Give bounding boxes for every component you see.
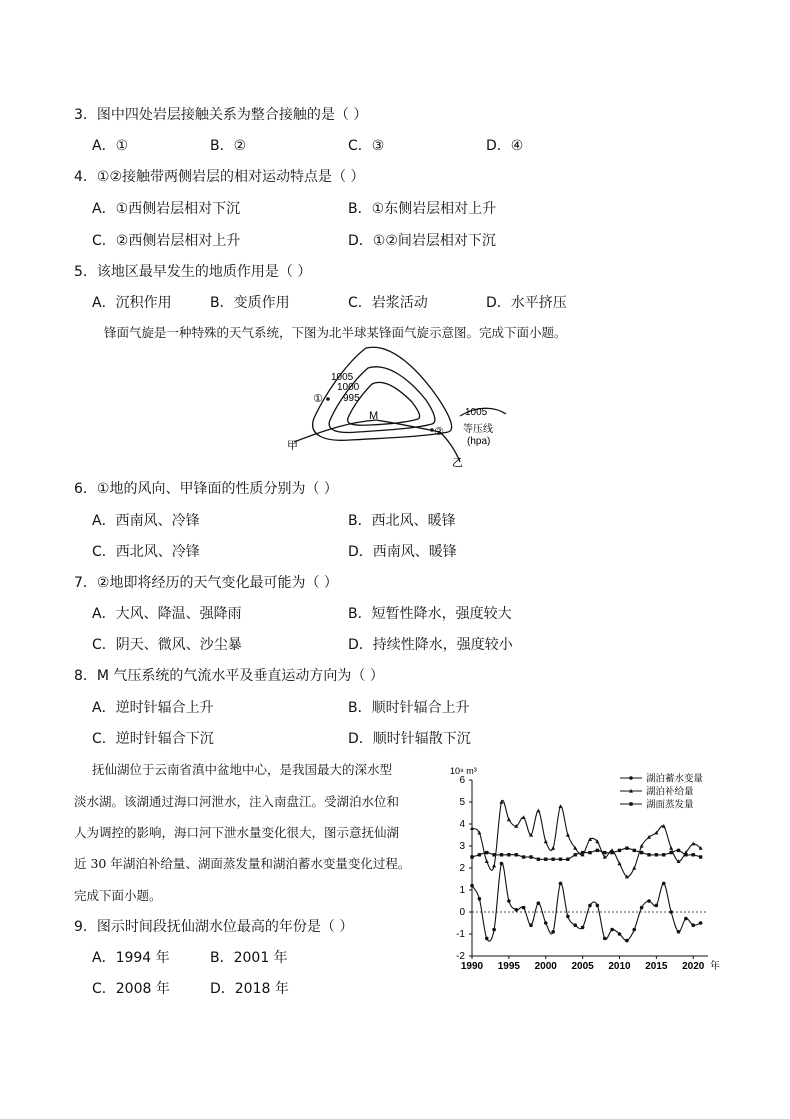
- data-point: [632, 928, 636, 932]
- data-point: [692, 853, 695, 856]
- passage-line-1: 抚仙湖位于云南省滇中盆地中心，是我国最大的深水型: [92, 762, 393, 777]
- q9-option-b[interactable]: B．2001 年: [210, 950, 288, 966]
- data-point: [485, 937, 489, 941]
- y-tick-label: 4: [459, 819, 465, 830]
- data-point: [677, 849, 680, 852]
- data-point: [544, 839, 548, 843]
- data-point: [492, 864, 496, 868]
- q9-option-d[interactable]: D．2018 年: [210, 981, 289, 997]
- data-point: [559, 858, 562, 861]
- q8-option-b[interactable]: B．顺时针辐合上升: [348, 700, 470, 716]
- data-point: [640, 906, 644, 910]
- x-tick-label: 2010: [608, 961, 631, 972]
- q4-option-b[interactable]: B．①东侧岩层相对上升: [348, 201, 497, 217]
- data-point: [544, 921, 548, 925]
- data-point: [588, 904, 592, 908]
- data-point: [618, 849, 621, 852]
- q3-option-d[interactable]: D．④: [486, 138, 524, 154]
- data-point: [573, 923, 577, 927]
- data-point: [470, 855, 473, 858]
- front-yi-label: 乙: [452, 457, 463, 468]
- data-point: [596, 849, 599, 852]
- y-tick-label: 6: [459, 775, 465, 786]
- data-point: [485, 859, 489, 863]
- data-point: [551, 846, 555, 850]
- y-axis-label: 10⁸ m³: [450, 766, 477, 776]
- data-point: [559, 882, 563, 886]
- passage-line-5: 完成下面小题。: [74, 888, 162, 903]
- data-point: [529, 855, 532, 858]
- q8-option-c[interactable]: C．逆时针辐合下沉: [92, 731, 214, 747]
- data-point: [640, 851, 643, 854]
- data-point: [647, 853, 650, 856]
- data-point: [588, 851, 591, 854]
- q6-option-a[interactable]: A．西南风、冷锋: [92, 513, 200, 529]
- y-tick-label: 1: [459, 885, 465, 896]
- data-point: [566, 858, 569, 861]
- data-point: [544, 858, 547, 861]
- x-tick-label: 1990: [460, 961, 484, 972]
- legend-isobar-text: 等压线: [463, 424, 493, 435]
- legend-unit-text: (hpa): [467, 436, 491, 447]
- data-point: [633, 849, 636, 852]
- x-tick-label: 2020: [682, 961, 705, 972]
- passage-line-4: 近 30 年湖泊补给量、湖面蒸发量和湖泊蓄水变量变化过程。: [74, 856, 411, 871]
- data-point: [655, 904, 659, 908]
- data-point: [492, 928, 496, 932]
- q3-option-b[interactable]: B．②: [210, 138, 247, 154]
- data-point: [500, 853, 503, 856]
- q7-option-c[interactable]: C．阴天、微风、沙尘暴: [92, 637, 242, 653]
- data-point: [566, 833, 570, 837]
- data-point: [603, 851, 606, 854]
- data-point: [478, 897, 482, 901]
- data-point: [478, 853, 481, 856]
- front-jia-label: 甲: [287, 440, 298, 452]
- q4-option-d[interactable]: D．①②间岩层相对下沉: [348, 233, 496, 249]
- q5-option-d[interactable]: D．水平挤压: [486, 295, 567, 311]
- data-point: [537, 858, 540, 861]
- data-point: [514, 908, 518, 912]
- data-point: [603, 937, 607, 941]
- data-point: [566, 915, 570, 919]
- q5-option-a[interactable]: A．沉积作用: [92, 295, 172, 311]
- data-point: [507, 899, 511, 903]
- isobar-995-label: 995: [343, 393, 360, 404]
- data-point: [559, 804, 563, 808]
- data-point: [647, 899, 651, 903]
- legend-isobar-value: 1005: [465, 407, 488, 418]
- q7-option-d[interactable]: D．持续性降水，强度较小: [348, 637, 513, 653]
- legend-label-1: 湖泊补给量: [646, 786, 694, 798]
- q9-stem: 9．图示时间段抚仙湖水位最高的年份是（ ）: [74, 919, 354, 935]
- legend-marker: [629, 802, 632, 805]
- series-line-2: [472, 848, 701, 859]
- data-point: [522, 906, 526, 910]
- data-point: [625, 939, 629, 943]
- q4-option-a[interactable]: A．①西侧岩层相对下沉: [92, 201, 241, 217]
- data-point: [507, 817, 511, 821]
- data-point: [610, 928, 614, 932]
- data-point: [669, 910, 673, 914]
- q3-stem: 3．图中四处岩层接触关系为整合接触的是（ ）: [74, 107, 368, 123]
- legend-marker: [629, 776, 633, 780]
- q3-option-a[interactable]: A．①: [92, 138, 129, 154]
- q3-option-c[interactable]: C．③: [348, 138, 385, 154]
- series-line-1: [472, 800, 701, 877]
- passage-line-3: 人为调控的影响，海口河下泄水量变化很大，图示意抚仙湖: [74, 825, 400, 840]
- y-tick-label: -1: [456, 929, 465, 940]
- data-point: [522, 855, 525, 858]
- x-tick-label: 2015: [645, 961, 668, 972]
- q8-stem: 8．M 气压系统的气流水平及垂直运动方向为（ ）: [74, 668, 384, 684]
- passage-cyclone: 锋面气旋是一种特殊的天气系统，下图为北半球某锋面气旋示意图。完成下面小题。: [104, 325, 567, 340]
- y-tick-label: 2: [459, 863, 465, 874]
- data-point: [507, 853, 510, 856]
- q7-stem: 7．②地即将经历的天气变化最可能为（ ）: [74, 575, 338, 591]
- isobar-1005-label: 1005: [331, 372, 354, 383]
- data-point: [684, 917, 688, 921]
- q5-option-c[interactable]: C．岩浆活动: [348, 295, 428, 311]
- data-point: [625, 847, 628, 850]
- q7-option-a[interactable]: A．大风、降温、强降雨: [92, 606, 242, 622]
- series-line-0: [472, 863, 701, 941]
- data-point: [470, 884, 474, 888]
- isobar-1000-label: 1000: [337, 382, 360, 393]
- data-point: [551, 858, 554, 861]
- q4-stem: 4．①②接触带两侧岩层的相对运动特点是（ ）: [74, 169, 365, 185]
- data-point: [691, 923, 695, 927]
- y-tick-label: -2: [456, 951, 465, 962]
- q6-stem: 6．①地的风向、甲锋面的性质分别为（ ）: [74, 481, 338, 497]
- data-point: [610, 851, 613, 854]
- x-axis-label: 年: [710, 961, 720, 972]
- data-point: [581, 851, 584, 854]
- data-point: [662, 882, 666, 886]
- y-tick-label: 3: [459, 841, 465, 852]
- lake-water-chart: [440, 760, 730, 980]
- q7-option-b[interactable]: B．短暂性降水，强度较大: [348, 606, 512, 622]
- q6-option-c[interactable]: C．西北风、冷锋: [92, 544, 200, 560]
- data-point: [574, 853, 577, 856]
- data-point: [684, 853, 687, 856]
- data-point: [662, 853, 665, 856]
- data-point: [632, 866, 636, 870]
- q8-option-a[interactable]: A．逆时针辐合上升: [92, 700, 214, 716]
- cyclone-diagram: [280, 340, 520, 468]
- data-point: [485, 851, 488, 854]
- data-point: [515, 853, 518, 856]
- x-tick-label: 2000: [534, 961, 557, 972]
- low-center-label: M: [369, 410, 379, 422]
- y-tick-label: 0: [459, 907, 465, 918]
- q6-option-d[interactable]: D．西南风、暖锋: [348, 544, 457, 560]
- y-tick-label: 5: [459, 797, 465, 808]
- data-point: [529, 923, 533, 927]
- legend-label-2: 湖面蒸发量: [646, 799, 694, 811]
- data-point: [551, 930, 555, 934]
- q6-option-b[interactable]: B．西北风、暖锋: [348, 513, 456, 529]
- data-point: [699, 921, 703, 925]
- data-point: [618, 932, 622, 936]
- data-point: [537, 901, 541, 905]
- data-point: [581, 926, 585, 930]
- q8-option-d[interactable]: D．顺时针辐散下沉: [348, 731, 471, 747]
- passage-line-2: 淡水湖。该湖通过海口河泄水，注入南盘江。受湖泊水位和: [74, 794, 400, 809]
- data-point: [677, 930, 681, 934]
- data-point: [492, 853, 495, 856]
- q5-stem: 5．该地区最早发生的地质作用是（ ）: [74, 264, 312, 280]
- data-point: [655, 853, 658, 856]
- data-point: [669, 851, 672, 854]
- q9-option-c[interactable]: C．2008 年: [92, 981, 170, 997]
- legend-label-0: 湖泊蓄水变量: [646, 773, 704, 785]
- point-2-label: ②: [434, 426, 444, 438]
- data-point: [500, 862, 504, 866]
- x-tick-label: 2005: [571, 961, 594, 972]
- point-1-label: ①: [313, 393, 323, 405]
- q5-option-b[interactable]: B．变质作用: [210, 295, 290, 311]
- x-tick-label: 1995: [497, 961, 520, 972]
- data-point: [699, 855, 702, 858]
- data-point: [596, 904, 600, 908]
- data-point: [669, 846, 673, 850]
- q9-option-a[interactable]: A．1994 年: [92, 950, 170, 966]
- data-point: [536, 809, 540, 813]
- q4-option-c[interactable]: C．②西侧岩层相对上升: [92, 233, 241, 249]
